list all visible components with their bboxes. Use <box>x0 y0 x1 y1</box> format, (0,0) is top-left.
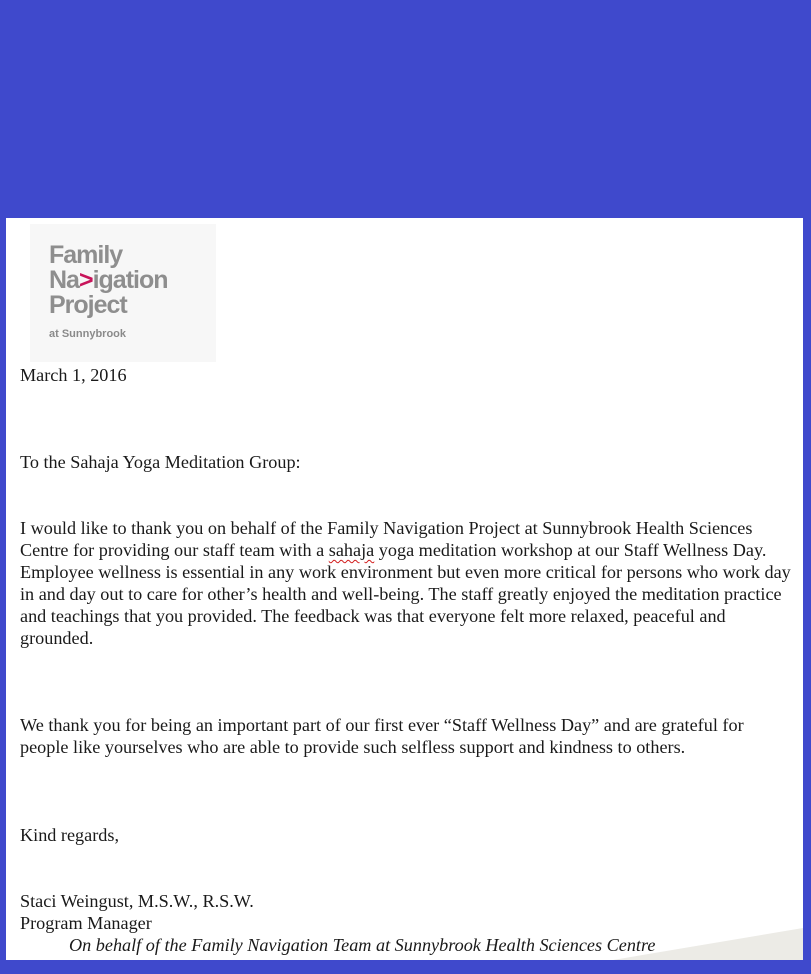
logo-line-3: Project <box>49 291 127 319</box>
family-navigation-project-logo <box>30 224 216 362</box>
signer-name: Staci Weingust, M.S.W., R.S.W. <box>20 891 254 911</box>
letter-paragraph-1 <box>20 517 795 649</box>
logo-line-2-end: igation <box>92 266 168 294</box>
signer-team: On behalf of the Family Navigation Team at Sunnybrook Health Sciences Centre <box>69 935 656 955</box>
logo-arrow-accent: > <box>78 266 93 294</box>
logo-line-1: Family <box>49 241 123 269</box>
letter-date: March 1, 2016 <box>20 365 127 385</box>
paragraph-1-text-start: I would like to thank you on behalf of the Family Navigation Project at Sunnybrook Health Sciences Centre for providing our staff team with a <box>20 518 753 560</box>
letter-salutation: To the Sahaja Yoga Meditation Group: <box>20 452 301 472</box>
logo-subtitle: at Sunnybrook <box>49 328 127 340</box>
letter-page <box>6 218 803 960</box>
logo-line-2-start: Na <box>49 266 79 294</box>
spellcheck-flagged-word[interactable]: sahaja <box>328 540 375 560</box>
logo-line-2 <box>49 267 168 293</box>
letter-paragraph-2: We thank you for being an important part of our first ever “Staff Wellness Day” and are grateful for people like yourselves who are able to provide such selfless support and kindness to others. <box>20 715 744 757</box>
paragraph-1-text-end: yoga meditation workshop at our Staff Wellness Day. Employee wellness is essential in any work environment but even more critical for persons who work day in and day out to care for other’s health and well-being. The staff greatly enjoyed the meditation practice and teachings that you provided. The feedback was that everyone felt more relaxed, peaceful and grounded. <box>20 540 791 648</box>
letter-closing: Kind regards, <box>20 825 119 845</box>
signer-title: Program Manager <box>20 913 152 933</box>
